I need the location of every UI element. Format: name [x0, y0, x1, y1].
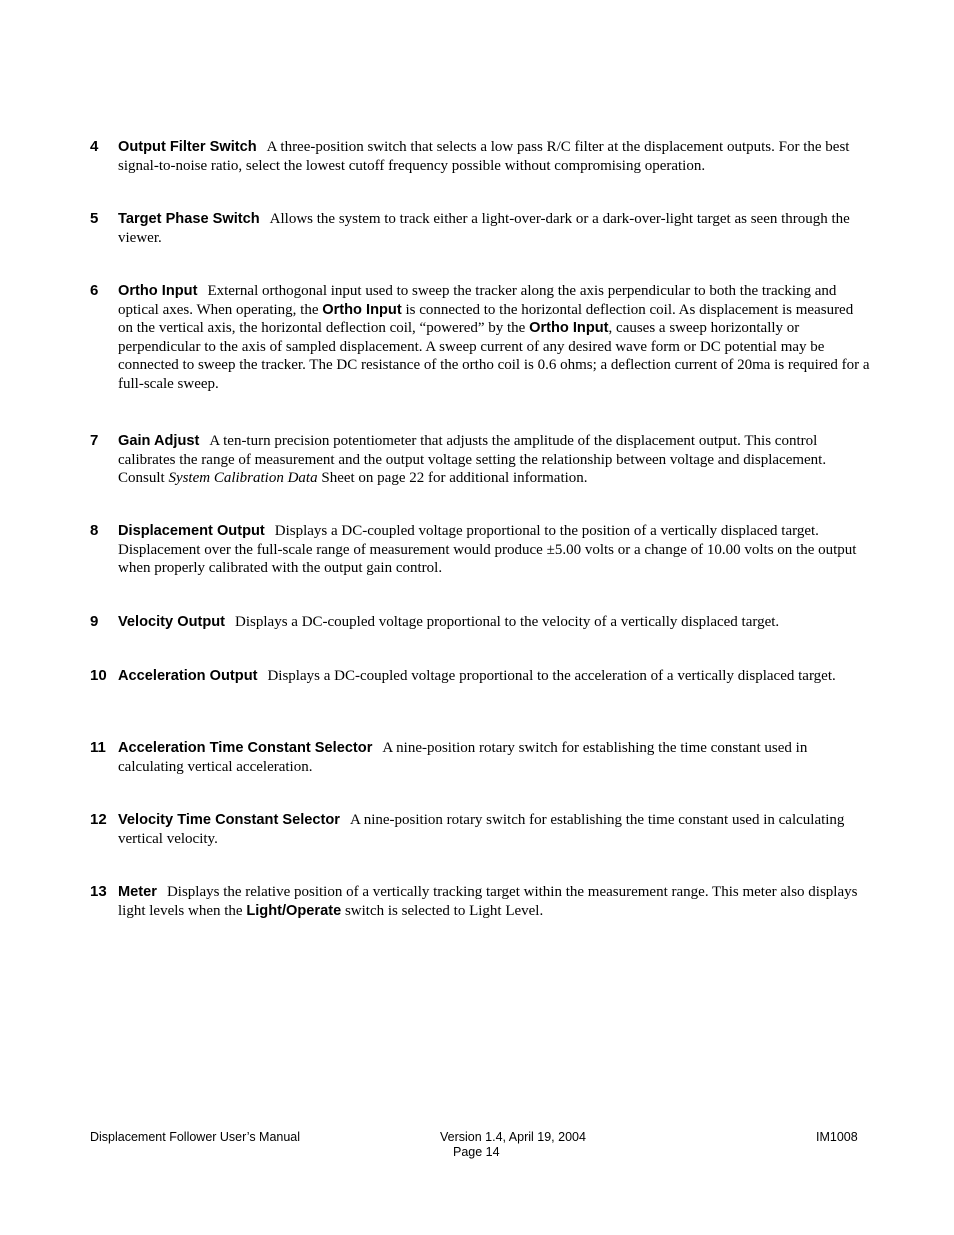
item-title: Velocity Output — [118, 614, 226, 630]
item-number: 11 — [90, 739, 106, 756]
footer-version: Version 1.4, April 19, 2004 — [440, 1130, 586, 1144]
item-number: 8 — [90, 522, 99, 539]
item-number: 7 — [90, 432, 99, 449]
item-text: , causes a sweep horizontally or perpendicular to the axis of sampled displacement. A sweep current of any desired wave form or DC potential may be connected to sweep the tracker. The DC resistance of the ortho coil is 0.6 ohms; a deflection current of 20ma is required for a full-scale sweep. — [118, 320, 870, 392]
inline-term: Light/Operate — [246, 902, 342, 919]
item-body — [118, 667, 870, 686]
item-velocity-time-constant-selector — [90, 811, 870, 848]
item-body — [118, 138, 870, 175]
item-text: Sheet on page 22 for additional information. — [317, 470, 588, 486]
item-velocity-output — [90, 613, 870, 632]
item-title: Target Phase Switch — [118, 211, 260, 227]
item-body — [118, 282, 870, 393]
item-text: Displays a DC-coupled voltage proportional to the velocity of a vertically displaced target. — [235, 614, 780, 630]
item-ortho-input — [90, 282, 870, 393]
item-acceleration-output — [90, 667, 870, 686]
footer-page-number: Page 14 — [453, 1145, 500, 1159]
item-body — [118, 883, 870, 920]
item-body — [118, 210, 870, 247]
item-title: Acceleration Time Constant Selector — [118, 740, 373, 756]
item-text: Displays a DC-coupled voltage proportional to the acceleration of a vertically displaced target. — [267, 668, 836, 684]
item-number: 9 — [90, 613, 99, 630]
inline-reference: System Calibration Data — [168, 470, 318, 486]
item-text: A three-position switch that selects a low pass R/C filter at the displacement outputs. For the best signal-to-noise ratio, select the lowest cutoff frequency possible without compromising operation. — [118, 139, 850, 174]
footer-document-id: IM1008 — [816, 1130, 858, 1144]
item-body — [118, 613, 870, 632]
item-displacement-output — [90, 522, 870, 578]
item-title: Displacement Output — [118, 523, 265, 539]
item-text: Allows the system to track either a light-over-dark or a dark-over-light target as seen through the viewer. — [118, 211, 850, 246]
item-number: 12 — [90, 811, 107, 828]
item-body — [118, 432, 870, 488]
item-title: Ortho Input — [118, 283, 198, 299]
item-number: 5 — [90, 210, 99, 227]
item-acceleration-time-constant-selector — [90, 739, 870, 776]
item-number: 6 — [90, 282, 99, 299]
item-text: External orthogonal input used to sweep the tracker along the axis perpendicular to both the tracking and optical axes. When operating, the — [118, 283, 837, 318]
item-text: A nine-position rotary switch for establishing the time constant used in calculating vertical velocity. — [118, 812, 845, 847]
item-body — [118, 811, 870, 848]
item-text: Displays a DC-coupled voltage proportional to the position of a vertically displaced target. Displacement over the full-scale range of measurement would produce ±5.00 volts or a change of 10.00 volts on the output when properly calibrated with the output gain control. — [118, 523, 857, 576]
item-text: switch is selected to Light Level. — [341, 902, 544, 919]
item-text: is connected to the horizontal deflection coil. As displacement is measured on the vertical axis, the horizontal deflection coil, “powered” by the — [118, 301, 854, 336]
item-title: Gain Adjust — [118, 433, 200, 449]
item-text: A nine-position rotary switch for establishing the time constant used in calculating vertical acceleration. — [118, 740, 808, 775]
item-body — [118, 739, 870, 776]
item-title: Velocity Time Constant Selector — [118, 812, 340, 828]
item-meter — [90, 883, 870, 920]
item-output-filter-switch — [90, 138, 870, 175]
footer-manual-title: Displacement Follower User’s Manual — [90, 1130, 301, 1144]
item-body — [118, 522, 870, 578]
item-title: Output Filter Switch — [118, 139, 257, 155]
item-text: A ten-turn precision potentiometer that adjusts the amplitude of the displacement output. This control calibrates the range of measurement and the output voltage setting the relationship between voltage and displacement. Consult — [118, 433, 827, 486]
item-number: 10 — [90, 667, 107, 684]
inline-term: Ortho Input — [322, 301, 402, 318]
item-target-phase-switch — [90, 210, 870, 247]
item-gain-adjust — [90, 432, 870, 488]
inline-term: Ortho Input — [529, 320, 609, 336]
item-number: 13 — [90, 883, 107, 900]
item-text: Displays the relative position of a vertically tracking target within the measurement range. This meter also displays light levels when the — [118, 884, 858, 919]
item-title: Acceleration Output — [118, 668, 258, 684]
item-number: 4 — [90, 138, 99, 155]
item-title: Meter — [118, 884, 157, 900]
